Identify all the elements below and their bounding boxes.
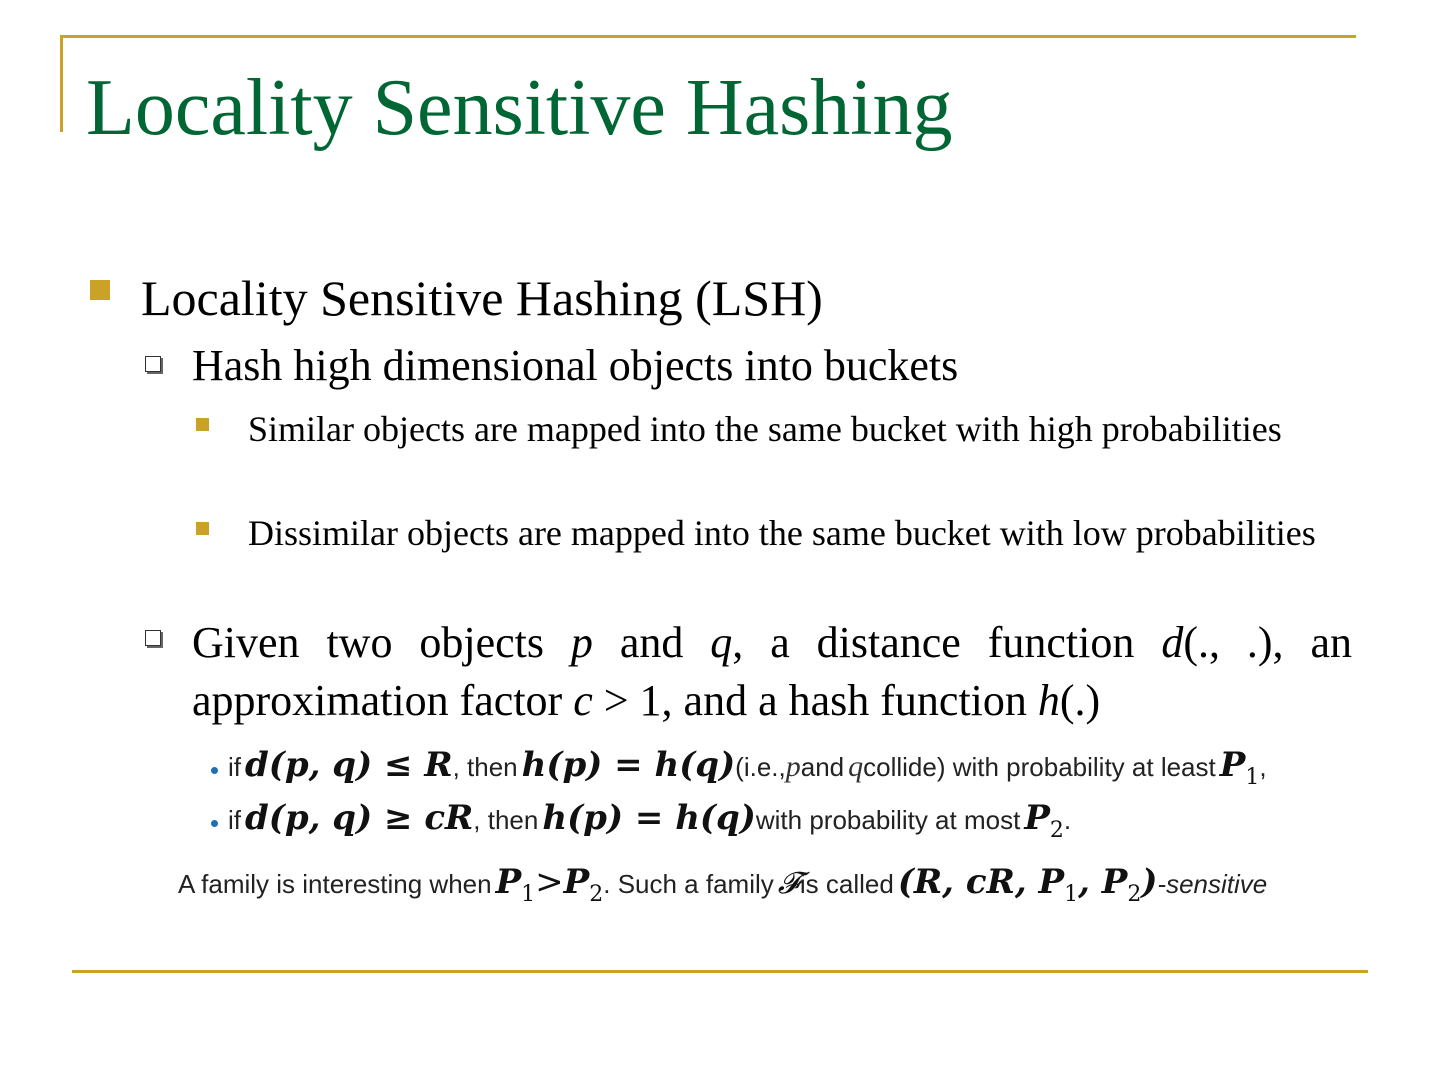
condition-2 bbox=[228, 798, 1071, 848]
bullet-lsh: Locality Sensitive Hashing (LSH) bbox=[141, 270, 823, 326]
text-segment: . Such a family bbox=[603, 869, 774, 899]
family-definition bbox=[178, 862, 1267, 907]
text-if: if bbox=[228, 805, 241, 835]
text-then: , then bbox=[473, 805, 539, 835]
subscript: 1 bbox=[1245, 764, 1260, 790]
text-then: , then bbox=[452, 752, 518, 782]
text-sensitive: -sensitive bbox=[1157, 869, 1268, 899]
text-segment: (.) bbox=[1059, 676, 1101, 725]
var-c: c bbox=[573, 676, 593, 725]
var-p: p bbox=[785, 750, 801, 783]
tuple-mid: , P bbox=[1078, 862, 1128, 902]
math-gt: > bbox=[535, 862, 564, 902]
text-segment: (., .), an approximation factor bbox=[192, 618, 1352, 725]
item-similar: Similar objects are mapped into the same bucket with high probabilities bbox=[248, 409, 1282, 449]
condition-1 bbox=[228, 745, 1267, 795]
subscript: 2 bbox=[1049, 817, 1064, 843]
hollow-square-bullet-icon bbox=[145, 356, 161, 372]
var-P: P bbox=[1024, 798, 1050, 838]
math-hash-equal: h(p) = h(q) bbox=[521, 745, 736, 785]
square-bullet-icon bbox=[196, 418, 209, 431]
math-tuple bbox=[898, 862, 1158, 907]
text-segment: , a distance function bbox=[732, 618, 1162, 667]
text-segment: and bbox=[592, 618, 711, 667]
text-ie: (i.e., bbox=[735, 752, 786, 782]
math-p2 bbox=[564, 862, 604, 907]
math-hash-equal: h(p) = h(q) bbox=[542, 798, 756, 838]
slide-title: Locality Sensitive Hashing bbox=[86, 64, 953, 152]
var-family-F: 𝓕 bbox=[777, 866, 800, 901]
math-p2 bbox=[1024, 798, 1064, 843]
text-prob-at-least: collide) with probability at least bbox=[863, 752, 1216, 782]
frame-top-line bbox=[60, 35, 1356, 38]
dot-bullet-icon bbox=[211, 820, 218, 827]
sub-bullet-given bbox=[192, 614, 1352, 730]
text-prob-at-most: with probability at most bbox=[755, 805, 1021, 835]
item-dissimilar: Dissimilar objects are mapped into the same bucket with low probabilities bbox=[248, 513, 1316, 553]
var-q: q bbox=[848, 750, 864, 783]
text-segment: is called bbox=[799, 869, 894, 899]
var-d: d bbox=[1161, 618, 1184, 667]
text-if: if bbox=[228, 752, 241, 782]
var-q: q bbox=[710, 618, 733, 667]
square-bullet-icon bbox=[196, 522, 209, 535]
subscript: 1 bbox=[521, 881, 536, 907]
subscript: 1 bbox=[1064, 881, 1079, 907]
var-p: p bbox=[570, 618, 593, 667]
math-p1 bbox=[496, 862, 536, 907]
var-h: h bbox=[1037, 676, 1060, 725]
text-segment: Given two objects bbox=[192, 618, 571, 667]
dot-bullet-icon bbox=[211, 767, 218, 774]
subscript: 2 bbox=[1127, 881, 1142, 907]
math-p1 bbox=[1220, 745, 1260, 790]
hollow-square-bullet-icon bbox=[145, 630, 161, 646]
var-P: P bbox=[495, 862, 522, 902]
frame-bottom-line bbox=[72, 970, 1368, 973]
var-P: P bbox=[563, 862, 590, 902]
frame-left-line bbox=[60, 35, 63, 132]
subscript: 2 bbox=[589, 881, 604, 907]
math-distance-le: d(p, q) ≤ R bbox=[245, 745, 453, 785]
text-end: . bbox=[1063, 805, 1072, 835]
text-segment: A family is interesting when bbox=[178, 869, 492, 899]
var-P: P bbox=[1219, 745, 1246, 785]
text-and: and bbox=[800, 752, 845, 782]
sub-bullet-hash: Hash high dimensional objects into buckets bbox=[192, 341, 959, 390]
text-end: , bbox=[1259, 752, 1267, 782]
tuple-close: ) bbox=[1141, 862, 1158, 902]
text-segment: > 1, and a hash function bbox=[592, 676, 1038, 725]
square-bullet-icon bbox=[90, 280, 110, 300]
tuple-open: (R, cR, P bbox=[897, 862, 1065, 902]
math-distance-ge: d(p, q) ≥ cR bbox=[245, 798, 474, 838]
